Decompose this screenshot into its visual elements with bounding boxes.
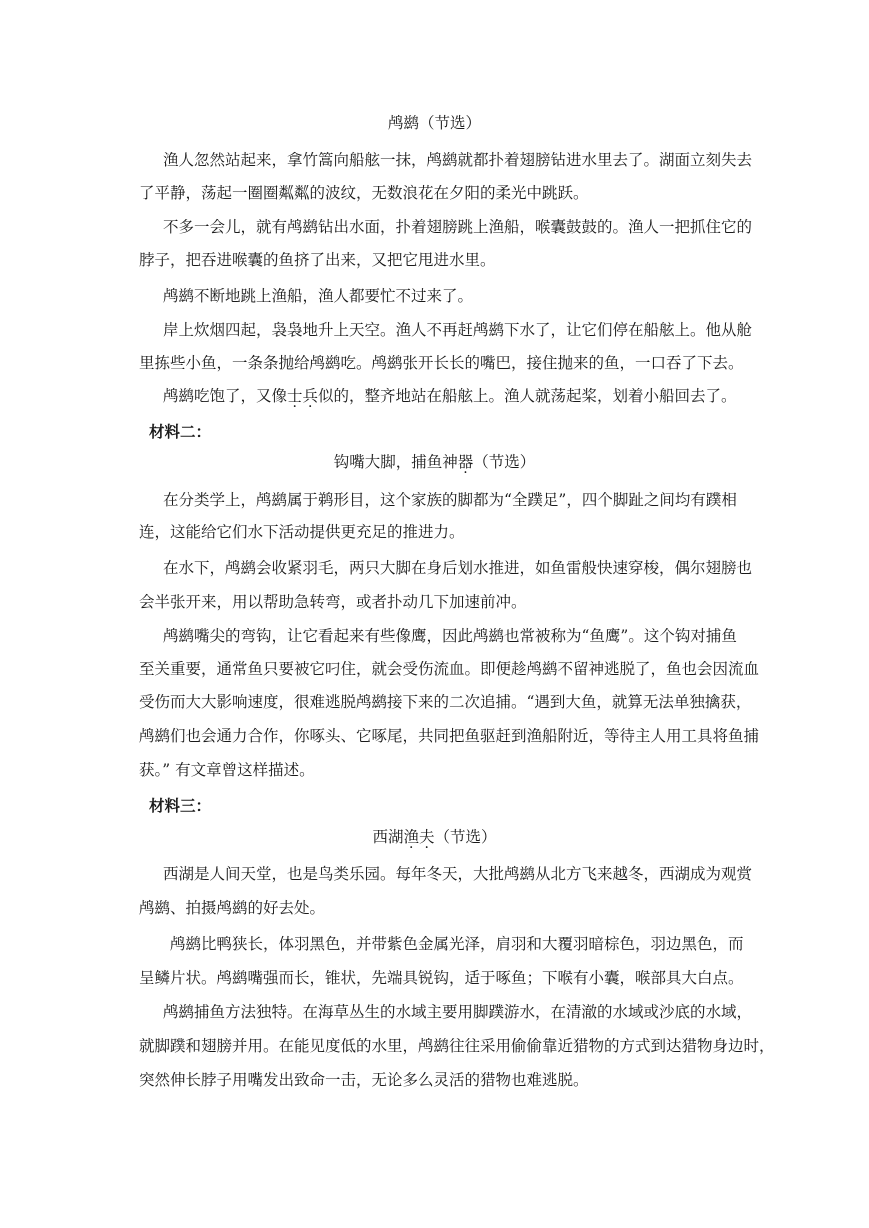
material2-label: 材料二： — [149, 422, 212, 441]
m2-p1-line2: 连，这能给它们水下活动提供更充足的推进力。 — [139, 523, 465, 541]
m1-p5-dotted-char-2: 兵 — [302, 387, 319, 405]
m1-p1-line2: 了平静，荡起一圈圈粼粼的波纹，无数浪花在夕阳的柔光中跳跃。 — [139, 184, 589, 202]
m3-p2-line2: 呈鳞片状。鸬鹚嘴强而长，锥状，先端具锐钩，适于啄鱼；下喉有小囊，喉部具大白点。 — [139, 969, 744, 987]
m2-title-part-c: （节选） — [473, 453, 536, 471]
m1-p5-part-a: 鸬鹚吃饱了，又像 — [163, 387, 288, 405]
material3-label: 材料三： — [149, 796, 212, 815]
m3-p1-line2: 鸬鹚、拍摄鸬鹚的好去处。 — [139, 899, 326, 917]
m1-p5-line1 — [163, 384, 737, 406]
m2-p3-line2: 至关重要，通常鱼只要被它叼住，就会受伤流血。即便趁鸬鹚不留神逃脱了，鱼也会因流血 — [139, 660, 760, 678]
m1-p2-line1: 不多一会儿，就有鸬鹚钻出水面，扑着翅膀跳上渔船，喉囊鼓鼓的。渔人一把抓住它的 — [163, 218, 753, 236]
m1-p4-line1: 岸上炊烟四起，袅袅地升上天空。渔人不再赶鸬鹚下水了，让它们停在船舷上。他从舱 — [163, 321, 753, 339]
material1-title: 鸬鹚（节选） — [387, 114, 481, 132]
m2-p2-line2: 会半张开来，用以帮助急转弯，或者扑动几下加速前冲。 — [139, 593, 527, 611]
m2-p3-line4: 鸬鹚们也会通力合作，你啄头、它啄尾，共同把鱼驱赶到渔船附近，等待主人用工具将鱼捕 — [139, 727, 760, 745]
material2-title — [0, 452, 869, 472]
m1-p5-part-d: 似的，整齐地站在船舷上。渔人就荡起桨，划着小船回去了。 — [318, 387, 737, 405]
m3-p1-line1: 西湖是人间天堂，也是鸟类乐园。每年冬天，大批鸬鹚从北方飞来越冬，西湖成为观赏 — [163, 865, 753, 883]
m3-p3-line2: 就脚蹼和翅膀并用。在能见度低的水里，鸬鹚往往采用偷偷靠近猎物的方式到达猎物身边时， — [139, 1037, 775, 1055]
m1-p1-line1: 渔人忽然站起来，拿竹篙向船舷一抹，鸬鹚就都扑着翅膀钻进水里去了。湖面立刻失去 — [163, 151, 753, 169]
m3-p3-line3: 突然伸长脖子用嘴发出致命一击，无论多么灵活的猎物也难逃脱。 — [139, 1071, 589, 1089]
m3-title-dotted-char-2: 夫 — [419, 828, 435, 846]
m3-p2-line1: 鸬鹚比鸭狭长，体羽黑色，并带紫色金属光泽，肩羽和大覆羽暗棕色，羽边黑色，而 — [170, 935, 744, 953]
m3-title-part-d: （节选） — [434, 828, 497, 846]
m3-title-dotted-char-1: 渔 — [403, 828, 419, 846]
m2-p1-line1: 在分类学上，鸬鹚属于鹈形目，这个家族的脚都为“全蹼足”，四个脚趾之间均有蹼相 — [163, 491, 737, 509]
m1-p5-dotted-char-1: 士 — [287, 387, 303, 405]
m2-p3-line3: 受伤而大大影响速度，很难逃脱鸬鹚接下来的二次追捕。“遇到大鱼，就算无法单独擒获， — [139, 693, 752, 711]
m1-p3-line1: 鸬鹚不断地跳上渔船，渔人都要忙不过来了。 — [163, 287, 474, 305]
m1-p2-line2: 脖子，把吞进喉囊的鱼挤了出来，又把它甩进水里。 — [139, 251, 496, 269]
m2-title-part-a: 钩嘴大脚，捕鱼神 — [333, 453, 458, 471]
m2-title-dotted-char: 器 — [457, 453, 474, 471]
m2-p3-line1: 鸬鹚嘴尖的弯钩，让它看起来有些像鹰，因此鸬鹚也常被称为“鱼鹰”。这个钩对捕鱼 — [163, 627, 737, 645]
m2-p3-line5: 获。” 有文章曾这样描述。 — [139, 761, 315, 779]
material3-title — [0, 827, 869, 847]
m3-title-part-a: 西湖 — [372, 828, 404, 846]
m2-p2-line1: 在水下，鸬鹚会收紧羽毛，两只大脚在身后划水推进，如鱼雷般快速穿梭，偶尔翅膀也 — [163, 559, 753, 577]
m1-p4-line2: 里拣些小鱼，一条条抛给鸬鹚吃。鸬鹚张开长长的嘴巴，接住抛来的鱼，一口吞了下去。 — [139, 354, 744, 372]
m3-p3-line1: 鸬鹚捕鱼方法独特。在海草丛生的水域主要用脚蹼游水，在清澈的水域或沙底的水域， — [163, 1003, 753, 1021]
